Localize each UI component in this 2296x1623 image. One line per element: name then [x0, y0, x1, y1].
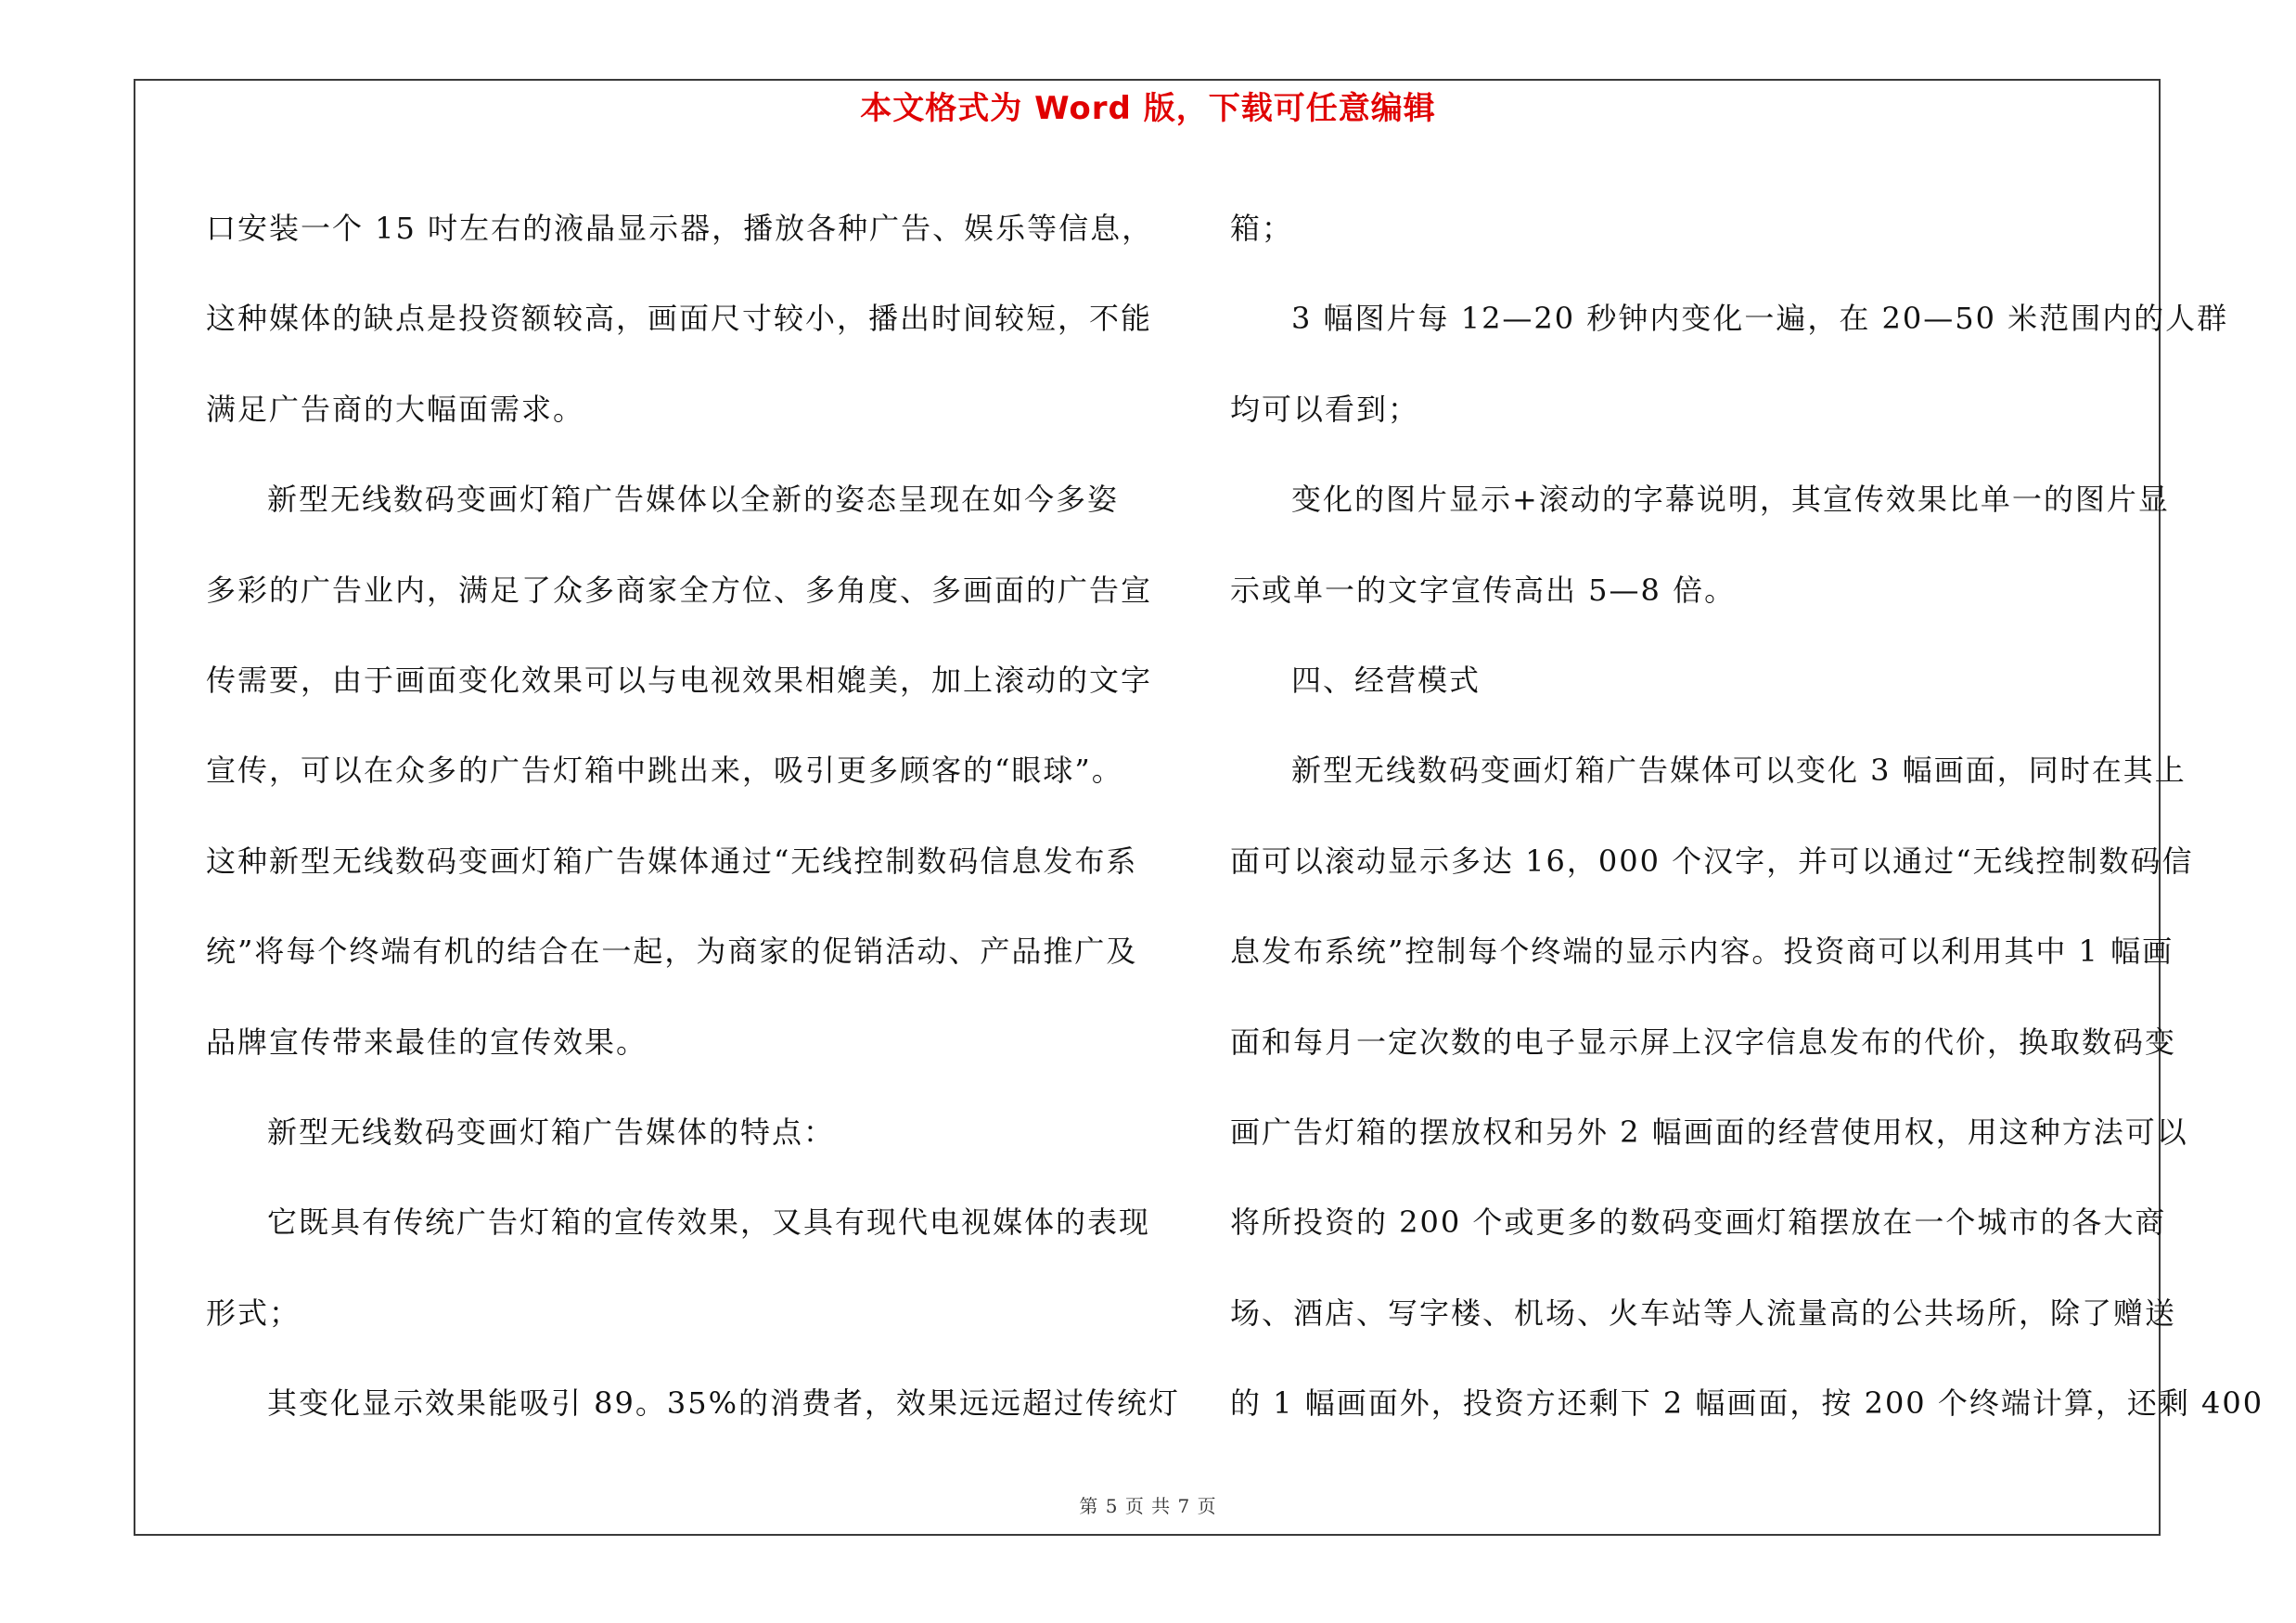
- text-line: 口安装一个 15 吋左右的液晶显示器，播放各种广告、娱乐等信息，: [206, 211, 1154, 246]
- left-text-column: [206, 184, 1181, 1449]
- text-line: 场、酒店、写字楼、机场、火车站等人流量高的公共场所，除了赠送: [1230, 1295, 2177, 1331]
- text-line: 的 1 幅画面外，投资方还剩下 2 幅画面，按 200 个终端计算，还剩 400: [1230, 1385, 2264, 1422]
- text-line: 形式；: [206, 1295, 301, 1331]
- text-line: 均可以看到；: [1230, 391, 1420, 427]
- text-line: 统”将每个终端有机的结合在一起，为商家的促销活动、产品推广及: [206, 934, 1138, 970]
- text-line: 多彩的广告业内，满足了众多商家全方位、多角度、多画面的广告宣: [206, 572, 1153, 608]
- text-line: 宣传，可以在众多的广告灯箱中跳出来，吸引更多顾客的“眼球”。: [206, 753, 1123, 789]
- text-line: 画广告灯箱的摆放权和另外 2 幅画面的经营使用权，用这种方法可以: [1230, 1114, 2188, 1150]
- document-banner: 本文格式为 Word 版，下载可任意编辑: [860, 90, 1436, 127]
- text-line: 新型无线数码变画灯箱广告媒体以全新的姿态呈现在如今多姿: [267, 482, 1120, 518]
- text-line: 示或单一的文字宣传高出 5—8 倍。: [1230, 572, 1737, 608]
- text-line: 面和每月一定次数的电子显示屏上汉字信息发布的代价，换取数码变: [1230, 1024, 2177, 1060]
- right-text-column: [1230, 184, 2264, 1449]
- text-line: 箱；: [1230, 211, 1294, 246]
- text-line: 新型无线数码变画灯箱广告媒体的特点：: [267, 1114, 836, 1150]
- page-number-footer: 第 5 页 共 7 页: [1079, 1495, 1217, 1517]
- text-line: 它既具有传统广告灯箱的宣传效果，又具有现代电视媒体的表现: [267, 1204, 1151, 1241]
- text-line: 新型无线数码变画灯箱广告媒体可以变化 3 幅画面，同时在其上: [1291, 753, 2187, 789]
- text-line: 3 幅图片每 12—20 秒钟内变化一遍，在 20—50 米范围内的人群: [1291, 301, 2229, 337]
- text-line: 变化的图片显示+滚动的字幕说明，其宣传效果比单一的图片显: [1291, 482, 2170, 518]
- text-line: 这种新型无线数码变画灯箱广告媒体通过“无线控制数码信息发布系: [206, 843, 1138, 879]
- text-line: 这种媒体的缺点是投资额较高，画面尺寸较小，播出时间较短，不能: [206, 301, 1153, 337]
- text-line: 其变化显示效果能吸引 89。35%的消费者，效果远远超过传统灯: [267, 1385, 1181, 1422]
- text-line: 品牌宣传带来最佳的宣传效果。: [206, 1024, 648, 1060]
- text-line: 面可以滚动显示多达 16，000 个汉字，并可以通过“无线控制数码信: [1230, 843, 2194, 879]
- text-line: 传需要，由于画面变化效果可以与电视效果相媲美，加上滚动的文字: [206, 662, 1153, 698]
- text-line: 将所投资的 200 个或更多的数码变画灯箱摆放在一个城市的各大商: [1230, 1204, 2167, 1241]
- text-line: 满足广告商的大幅面需求。: [206, 391, 585, 427]
- text-line: 息发布系统”控制每个终端的显示内容。投资商可以利用其中 1 幅画: [1230, 934, 2174, 970]
- text-line: 四、经营模式: [1291, 662, 1481, 698]
